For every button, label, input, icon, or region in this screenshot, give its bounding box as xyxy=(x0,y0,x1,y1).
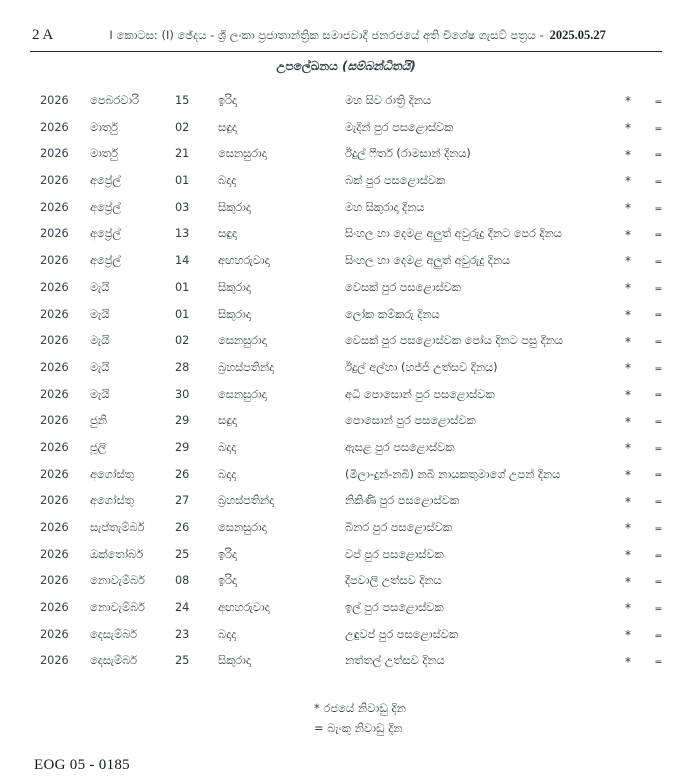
day-cell: 02 xyxy=(175,120,190,134)
year-cell: 2026 xyxy=(40,307,69,321)
bank-holiday-marker: = xyxy=(654,443,663,453)
holiday-description-cell: පොසොන් පුර පසළොස්වක xyxy=(345,414,476,428)
holiday-table xyxy=(40,88,662,675)
public-holiday-marker: * xyxy=(625,601,631,616)
holiday-description-cell: උඳුවප් පුර පසළොස්වක xyxy=(345,627,459,641)
public-holiday-marker: * xyxy=(625,147,631,162)
public-holiday-marker: * xyxy=(625,174,631,189)
bank-holiday-marker: = xyxy=(654,283,663,293)
marker-cell xyxy=(625,328,662,355)
public-holiday-marker: * xyxy=(625,201,631,216)
weekday-cell: සෙනසුරාදා xyxy=(218,147,267,161)
weekday-cell: සිකුරාදා xyxy=(218,200,251,214)
gazette-title-text: I කොටස: (I) ඡේදය - ශ්‍රී ලංකා ප්‍රජාතාන්ත්‍රික සමාජවාදී ජනරජයේ අති විශේෂ ගැසට් පත්‍රය - xyxy=(109,28,544,42)
month-cell: සැප්තැම්බර් xyxy=(90,521,145,534)
marker-cell xyxy=(625,355,662,382)
public-holiday-marker: * xyxy=(625,281,631,296)
day-cell: 01 xyxy=(175,307,190,321)
weekday-cell: බදාදා xyxy=(218,174,237,188)
day-cell: 30 xyxy=(175,387,190,401)
year-cell: 2026 xyxy=(40,414,69,428)
holiday-description-cell: අධි පොසොන් පුර පසළොස්වක xyxy=(345,387,495,401)
year-cell: 2026 xyxy=(40,547,69,561)
public-holiday-marker: * xyxy=(625,521,631,536)
public-holiday-legend: * රජයේ නිවාඩු දින xyxy=(314,701,406,715)
public-holiday-marker: * xyxy=(625,334,631,349)
year-cell: 2026 xyxy=(40,254,69,268)
marker-cell xyxy=(625,221,662,248)
holiday-description-cell: මහ සිකුරාදා දිනය xyxy=(345,200,425,214)
marker-cell xyxy=(625,462,662,489)
marker-legend xyxy=(314,698,406,738)
year-cell: 2026 xyxy=(40,654,69,668)
holiday-description-cell: වෙසක් පුර පසළොස්වක xyxy=(345,280,461,294)
month-cell: ජූලි xyxy=(90,440,107,454)
table-row xyxy=(40,195,662,222)
day-cell: 28 xyxy=(175,360,190,374)
day-cell: 03 xyxy=(175,200,190,214)
public-holiday-marker: * xyxy=(625,94,631,109)
weekday-cell: බදාදා xyxy=(218,467,237,481)
month-cell: නොවැම්බර් xyxy=(90,601,145,615)
holiday-description-cell: බක් පුර පසළොස්වක xyxy=(345,174,446,188)
day-cell: 02 xyxy=(175,334,190,348)
month-cell: අගෝස්තු xyxy=(90,494,134,508)
bank-holiday-marker: = xyxy=(654,550,663,560)
holiday-description-cell: මැදින් පුර පසළොස්වක xyxy=(345,120,454,134)
public-holiday-marker: * xyxy=(625,628,631,643)
table-row xyxy=(40,221,662,248)
gazette-reference-code: EOG 05 - 0185 xyxy=(34,757,130,773)
month-cell: පෙබරවාරි xyxy=(90,94,139,107)
bank-holiday-legend: = බැංකු නිවාඩු දින xyxy=(314,721,403,735)
bank-holiday-marker: = xyxy=(654,523,663,533)
bank-holiday-marker: = xyxy=(654,390,663,400)
marker-cell xyxy=(625,648,662,675)
table-row xyxy=(40,115,662,142)
table-row xyxy=(40,435,662,462)
holiday-description-cell: සිංහල හා දෙමළ අලුත් අවුරුදු දිනය xyxy=(345,254,511,268)
weekday-cell: බදාදා xyxy=(218,627,237,641)
year-cell: 2026 xyxy=(40,521,69,534)
table-row xyxy=(40,168,662,195)
weekday-cell: සිකුරාදා xyxy=(218,280,251,294)
marker-cell xyxy=(625,435,662,462)
weekday-cell: සෙනසුරාදා xyxy=(218,334,267,348)
holiday-description-cell: ඉල් පුර පසළොස්වක xyxy=(345,601,444,615)
marker-cell xyxy=(625,622,662,649)
year-cell: 2026 xyxy=(40,387,69,401)
month-cell: මැයි xyxy=(90,307,110,321)
public-holiday-marker: * xyxy=(625,227,631,242)
weekday-cell: අඟහරුවාදා xyxy=(218,601,270,615)
table-row xyxy=(40,355,662,382)
weekday-cell: බ්‍රහස්පතින්දා xyxy=(218,360,275,374)
public-holiday-marker: * xyxy=(625,467,631,482)
month-cell: මැයි xyxy=(90,360,110,374)
day-cell: 27 xyxy=(175,494,190,508)
month-cell: අප්‍රේල් xyxy=(90,227,121,241)
table-row xyxy=(40,248,662,275)
weekday-cell: සඳුදා xyxy=(218,414,237,428)
marker-cell xyxy=(625,88,662,115)
bank-holiday-marker: = xyxy=(654,150,663,160)
table-row xyxy=(40,88,662,115)
bank-holiday-marker: = xyxy=(654,337,663,347)
public-holiday-marker: * xyxy=(625,574,631,589)
month-cell: මාර්තු xyxy=(90,120,118,134)
table-row xyxy=(40,622,662,649)
year-cell: 2026 xyxy=(40,627,69,641)
day-cell: 01 xyxy=(175,174,190,188)
year-cell: 2026 xyxy=(40,227,69,241)
bank-holiday-marker: = xyxy=(654,630,663,640)
month-cell: නොවැම්බර් xyxy=(90,574,145,588)
day-cell: 13 xyxy=(175,227,190,241)
day-cell: 23 xyxy=(175,627,190,641)
bank-holiday-marker: = xyxy=(654,497,663,507)
year-cell: 2026 xyxy=(40,601,69,615)
day-cell: 08 xyxy=(175,574,190,588)
table-row xyxy=(40,328,662,355)
table-row xyxy=(40,275,662,302)
day-cell: 25 xyxy=(175,547,190,561)
holiday-description-cell: සිංහල හා දෙමළ අලුත් අවුරුදු දිනට පෙර දිනය xyxy=(345,227,562,241)
year-cell: 2026 xyxy=(40,334,69,348)
marker-cell xyxy=(625,141,662,168)
day-cell: 29 xyxy=(175,440,190,454)
bank-holiday-marker: = xyxy=(654,256,663,266)
holiday-description-cell: වප් පුර පසළොස්වක xyxy=(345,547,444,561)
header-divider xyxy=(30,51,662,52)
bank-holiday-marker: = xyxy=(654,203,663,213)
marker-cell xyxy=(625,595,662,622)
marker-cell xyxy=(625,488,662,515)
weekday-cell: ඉරිදා xyxy=(218,574,237,588)
public-holiday-marker: * xyxy=(625,494,631,509)
bank-holiday-marker: = xyxy=(654,363,663,373)
gazette-date: 2025.05.27 xyxy=(549,28,606,42)
holiday-description-cell: ඇසළ පුර පසළොස්වක xyxy=(345,440,455,454)
year-cell: 2026 xyxy=(40,360,69,374)
weekday-cell: බදාදා xyxy=(218,440,237,454)
table-row xyxy=(40,462,662,489)
bank-holiday-marker: = xyxy=(654,230,663,240)
holiday-description-cell: දීපවාලි උත්සව දිනය xyxy=(345,574,442,588)
month-cell: ඔක්තෝබර් xyxy=(90,547,144,561)
table-row xyxy=(40,595,662,622)
table-row xyxy=(40,408,662,435)
year-cell: 2026 xyxy=(40,94,69,107)
table-row xyxy=(40,488,662,515)
holiday-description-cell: බිනර පුර පසළොස්වක xyxy=(345,521,452,534)
month-cell: අගෝස්තු xyxy=(90,467,134,481)
table-row xyxy=(40,542,662,569)
holiday-description-cell: ලෝක කම්කරු දිනය xyxy=(345,307,440,321)
month-cell: මැයි xyxy=(90,280,110,294)
weekday-cell: සෙනසුරාදා xyxy=(218,521,267,534)
schedule-subtitle xyxy=(0,59,692,74)
bank-holiday-marker: = xyxy=(654,310,663,320)
year-cell: 2026 xyxy=(40,440,69,454)
day-cell: 01 xyxy=(175,280,190,294)
table-row xyxy=(40,302,662,329)
year-cell: 2026 xyxy=(40,467,69,481)
weekday-cell: සෙනසුරාදා xyxy=(218,387,267,401)
day-cell: 26 xyxy=(175,467,190,481)
marker-cell xyxy=(625,248,662,275)
year-cell: 2026 xyxy=(40,174,69,188)
month-cell: අප්‍රේල් xyxy=(90,254,121,268)
page-header xyxy=(32,27,662,44)
marker-cell xyxy=(625,542,662,569)
public-holiday-marker: * xyxy=(625,307,631,322)
public-holiday-marker: * xyxy=(625,387,631,402)
month-cell: ජුනි xyxy=(90,414,107,428)
page-number: 2 A xyxy=(32,27,54,43)
public-holiday-marker: * xyxy=(625,654,631,669)
bank-holiday-marker: = xyxy=(654,470,663,480)
weekday-cell: ඉරිදා xyxy=(218,94,237,107)
marker-cell xyxy=(625,168,662,195)
public-holiday-marker: * xyxy=(625,441,631,456)
month-cell: මැයි xyxy=(90,334,110,348)
gazette-title xyxy=(53,28,662,43)
table-row xyxy=(40,568,662,595)
day-cell: 26 xyxy=(175,521,190,534)
month-cell: අප්‍රේල් xyxy=(90,174,121,188)
weekday-cell: සඳුදා xyxy=(218,227,237,241)
public-holiday-marker: * xyxy=(625,121,631,136)
year-cell: 2026 xyxy=(40,494,69,508)
marker-cell xyxy=(625,302,662,329)
schedule-subtitle-note: (සම්බන්ධිතයි) xyxy=(341,59,416,73)
day-cell: 29 xyxy=(175,414,190,428)
weekday-cell: සිකුරාදා xyxy=(218,654,251,668)
holiday-description-cell: ඊදුල් ෆීතර් (රාමසාන් දිනය) xyxy=(345,147,471,161)
table-row xyxy=(40,515,662,542)
bank-holiday-marker: = xyxy=(654,577,663,587)
schedule-subtitle-text: උපලේඛනය xyxy=(276,59,338,73)
month-cell: මාර්තු xyxy=(90,147,118,161)
marker-cell xyxy=(625,382,662,409)
day-cell: 14 xyxy=(175,254,190,268)
year-cell: 2026 xyxy=(40,574,69,588)
holiday-description-cell: ඊදුල් අල්හා (හජ්ජි උත්සව දිනය) xyxy=(345,360,498,374)
marker-cell xyxy=(625,195,662,222)
year-cell: 2026 xyxy=(40,200,69,214)
marker-cell xyxy=(625,515,662,542)
public-holiday-marker: * xyxy=(625,548,631,563)
year-cell: 2026 xyxy=(40,147,69,161)
day-cell: 24 xyxy=(175,601,190,615)
weekday-cell: බ්‍රහස්පතින්දා xyxy=(218,494,275,508)
public-holiday-marker: * xyxy=(625,254,631,269)
table-row xyxy=(40,141,662,168)
holiday-description-cell: වෙසක් පුර පසළොස්වක පෝය දිනට පසු දිනය xyxy=(345,334,563,348)
day-cell: 25 xyxy=(175,654,190,668)
month-cell: දෙසැම්බර් xyxy=(90,627,138,641)
year-cell: 2026 xyxy=(40,120,69,134)
holiday-description-cell: (මීලා-දුන්-නබි) නබි නායකතුමාගේ උපන් දිනය xyxy=(345,467,561,481)
weekday-cell: අඟහරුවාදා xyxy=(218,254,270,268)
bank-holiday-marker: = xyxy=(654,96,663,106)
bank-holiday-marker: = xyxy=(654,603,663,613)
bank-holiday-marker: = xyxy=(654,176,663,186)
public-holiday-marker: * xyxy=(625,414,631,429)
marker-cell xyxy=(625,408,662,435)
month-cell: දෙසැම්බර් xyxy=(90,654,138,668)
marker-cell xyxy=(625,115,662,142)
weekday-cell: සඳුදා xyxy=(218,120,237,134)
month-cell: මැයි xyxy=(90,387,110,401)
table-row xyxy=(40,648,662,675)
bank-holiday-marker: = xyxy=(654,657,663,667)
bank-holiday-marker: = xyxy=(654,417,663,427)
day-cell: 15 xyxy=(175,94,190,107)
day-cell: 21 xyxy=(175,147,190,161)
weekday-cell: ඉරිදා xyxy=(218,547,237,561)
holiday-description-cell: නිකිණි පුර පසළොස්වක xyxy=(345,494,459,508)
bank-holiday-marker: = xyxy=(654,123,663,133)
month-cell: අප්‍රේල් xyxy=(90,200,121,214)
public-holiday-marker: * xyxy=(625,361,631,376)
table-row xyxy=(40,382,662,409)
marker-cell xyxy=(625,568,662,595)
weekday-cell: සිකුරාදා xyxy=(218,307,251,321)
holiday-description-cell: මහ සිව රාත්‍රි දිනය xyxy=(345,94,432,107)
year-cell: 2026 xyxy=(40,280,69,294)
holiday-description-cell: නත්තල් උත්සව දිනය xyxy=(345,654,445,668)
marker-cell xyxy=(625,275,662,302)
